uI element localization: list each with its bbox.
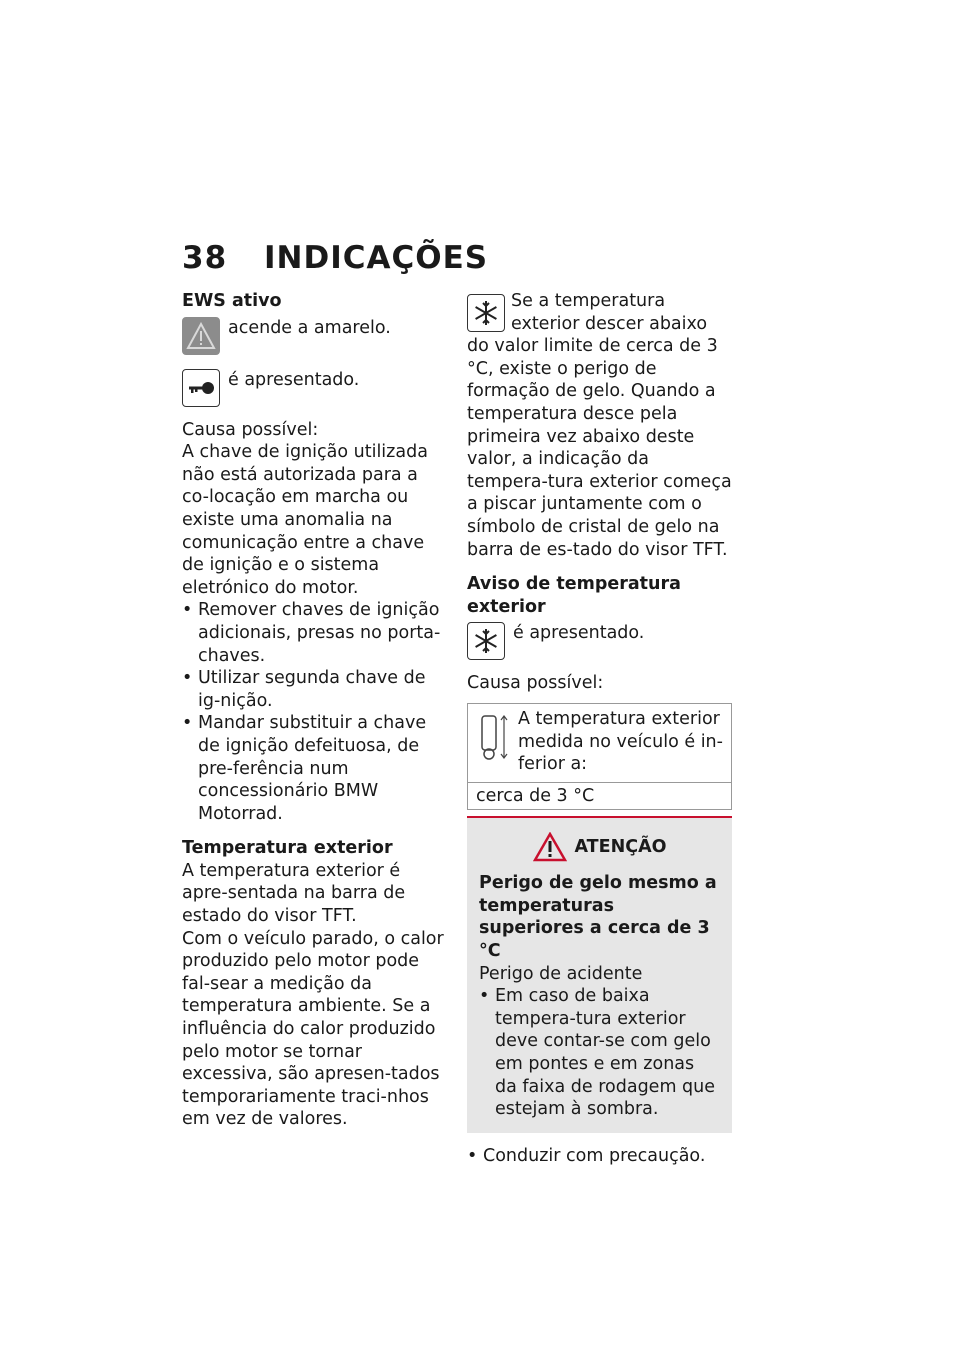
list-item: • Em caso de baixa tempera-tura exterior deve contar-se com gelo em pontes e em zonas da faixa de rodagem que estejam à sombra. — [479, 985, 720, 1121]
table-row — [468, 783, 731, 810]
right-column — [467, 290, 732, 1167]
attention-title-text: ATENÇÃO — [574, 836, 667, 857]
temperature-text-1: A temperatura exterior é apre-sentada na barra de estado do visor TFT. — [182, 860, 406, 927]
warning-icon-text: é apresentado. — [513, 623, 645, 644]
condition-table — [467, 703, 732, 810]
temperature-text-2: Com o veículo parado, o calor produzido pelo motor pode fal-sear a medição da temperatura ambiente. Se a influência do calor produzido pelo motor se tornar excessiva, são apresen-tados temporariamente traci-nhos em vez de valores. — [182, 928, 444, 1130]
page-number: 38 — [182, 240, 228, 276]
attention-triangle-icon — [533, 832, 567, 862]
cause-label: Causa possível: — [182, 419, 319, 440]
ews-warning-row — [182, 317, 447, 355]
table-cell: A temperatura exterior medida no veículo é in-ferior a: — [518, 708, 723, 775]
temperature-heading: Temperatura exterior — [182, 838, 393, 859]
cause-text: A chave de ignição utilizada não está autorizada para a co-locação em marcha ou existe uma anomalia na comunicação entre a chave de ignição e o sistema eletrónico do motor. — [182, 442, 428, 598]
attention-bullet-list — [479, 985, 720, 1121]
page-header — [182, 240, 488, 276]
warning-heading: Aviso de temperatura exterior — [467, 574, 681, 617]
list-item: • Mandar substituir a chave de ignição defeituosa, de pre-ferência num concessionário BMW Motorrad. — [182, 712, 447, 825]
ews-key-row — [182, 369, 447, 407]
list-item: • Remover chaves de ignição adicionais, presas no porta-chaves. — [182, 599, 447, 667]
snowflake-icon — [467, 294, 505, 332]
list-item: • Conduzir com precaução. — [467, 1145, 732, 1168]
page-title: INDICAÇÕES — [264, 240, 489, 276]
attention-box — [467, 816, 732, 1133]
warning-icon-row — [467, 622, 732, 660]
frost-text: Se a temperatura exterior descer abaixo do valor limite de cerca de 3 °C, existe o perigo de formação de gelo. Quando a temperatura desce pela primeira vez abaixo deste valor, a indicação da tempera-tura exterior começa a piscar juntamente com o símbolo de cristal de gelo na barra de es-tado do visor TFT. — [467, 291, 732, 560]
ews-warning-text: acende a amarelo. — [228, 317, 391, 338]
ews-key-text: é apresentado. — [228, 369, 360, 390]
cause-label: Causa possível: — [467, 673, 604, 694]
snowflake-icon — [467, 622, 505, 660]
attention-heading: Perigo de gelo mesmo a temperaturas superiores a cerca de 3 °C — [479, 873, 717, 962]
table-row — [468, 704, 731, 783]
ews-heading: EWS ativo — [182, 291, 282, 311]
key-icon — [182, 369, 220, 407]
ews-bullet-list — [182, 599, 447, 825]
attention-title — [479, 832, 720, 862]
table-cell: cerca de 3 °C — [476, 785, 595, 806]
list-item: • Utilizar segunda chave de ig-nição. — [182, 667, 447, 712]
warning-triangle-icon — [182, 317, 220, 355]
final-bullet-list — [467, 1145, 732, 1168]
thermometer-icon — [476, 712, 512, 762]
attention-subtitle: Perigo de acidente — [479, 963, 643, 984]
left-column — [182, 290, 447, 1131]
